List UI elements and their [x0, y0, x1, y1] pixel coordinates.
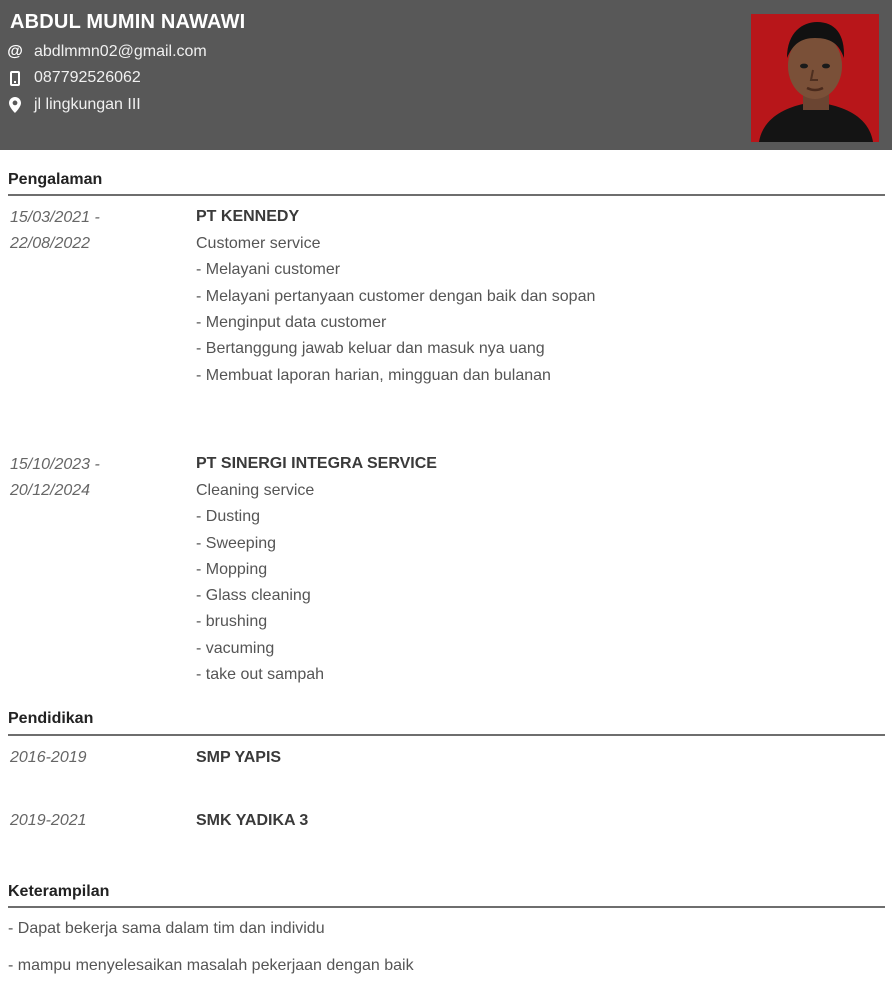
phone-icon: [8, 69, 22, 87]
section-divider: [8, 734, 885, 736]
address-text: jl lingkungan III: [34, 96, 141, 113]
job-duty: - vacuming: [196, 640, 275, 657]
profile-photo: [751, 14, 879, 142]
job-duty: - Membuat laporan harian, mingguan dan bulanan: [196, 367, 551, 384]
phone-text: 087792526062: [34, 69, 141, 86]
school-name: SMP YAPIS: [196, 749, 282, 766]
skill-item: - mampu menyelesaikan masalah pekerjaan dengan baik: [8, 957, 414, 974]
school-name: SMK YADIKA 3: [196, 812, 309, 829]
skills-section-title: Keterampilan: [8, 883, 110, 900]
education-years: 2016-2019: [10, 749, 87, 766]
phone-row: [8, 69, 141, 87]
at-icon: @: [7, 43, 23, 60]
job-duty: - Bertanggung jawab keluar dan masuk nya uang: [196, 340, 545, 357]
job-duty: - Sweeping: [196, 535, 277, 552]
job-duty: - Dusting: [196, 508, 261, 525]
job-date-start: 15/10/2023 -: [10, 456, 100, 473]
address-row: [8, 96, 141, 114]
education-years: 2019-2021: [10, 812, 87, 829]
email-text: abdlmmn02@gmail.com: [34, 43, 207, 60]
skill-item: - Dapat bekerja sama dalam tim dan individu: [8, 920, 325, 937]
job-duty: - Melayani pertanyaan customer dengan baik dan sopan: [196, 288, 596, 305]
job-duty: - Glass cleaning: [196, 587, 311, 604]
job-date-start: 15/03/2021 -: [10, 209, 100, 226]
job-duty: - Melayani customer: [196, 261, 341, 278]
experience-section-title: Pengalaman: [8, 171, 103, 188]
company-name: PT SINERGI INTEGRA SERVICE: [196, 455, 437, 472]
job-role: Customer service: [196, 235, 321, 252]
education-section-title: Pendidikan: [8, 710, 94, 727]
job-duty: - take out sampah: [196, 666, 325, 683]
section-divider: [8, 906, 885, 908]
applicant-name: ABDUL MUMIN NAWAWI: [10, 11, 246, 33]
location-pin-icon: [8, 96, 22, 114]
email-row: [8, 43, 207, 61]
company-name: PT KENNEDY: [196, 208, 300, 225]
job-role: Cleaning service: [196, 482, 315, 499]
cv-header: [0, 0, 892, 150]
job-date-end: 20/12/2024: [10, 482, 91, 499]
job-date-end: 22/08/2022: [10, 235, 91, 252]
section-divider: [8, 194, 885, 196]
job-duty: - Menginput data customer: [196, 314, 387, 331]
job-duty: - brushing: [196, 613, 268, 630]
job-duty: - Mopping: [196, 561, 268, 578]
